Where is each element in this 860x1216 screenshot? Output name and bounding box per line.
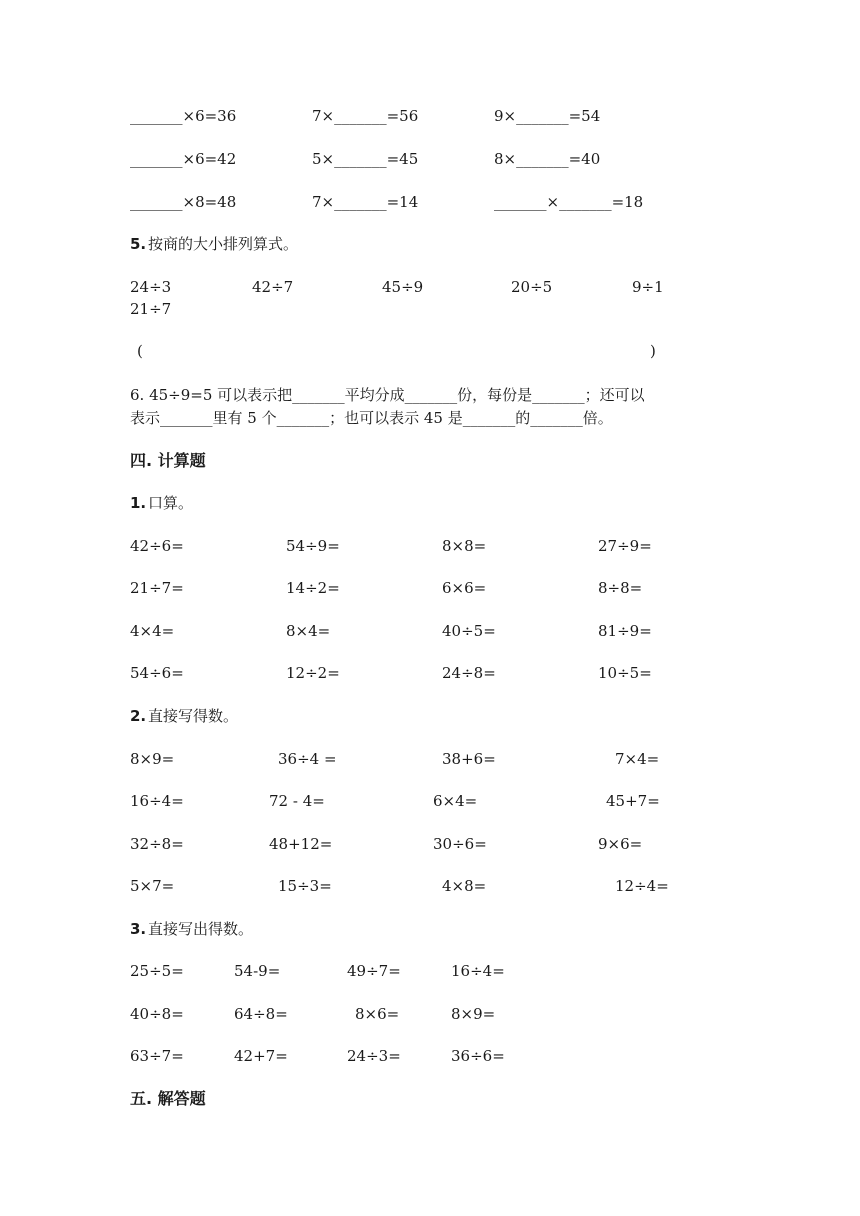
fill-item: 5×_______=45	[312, 150, 419, 168]
calc-item: 16÷4=	[130, 792, 184, 810]
problem-number: 3.	[130, 920, 147, 938]
calc-item: 54÷9=	[286, 537, 340, 555]
calc-item: 8×4=	[286, 622, 331, 640]
calc-item: 4×8=	[442, 877, 487, 895]
calc-item: 7×4=	[615, 750, 660, 768]
question-number: 5.	[130, 235, 147, 253]
question-line: 表示_______里有 5 个_______；也可以表示 45 是_______的_______倍。	[130, 409, 613, 427]
fill-item: _______×6=42	[130, 150, 237, 168]
calc-item: 72 - 4=	[269, 792, 325, 810]
calc-item: 36÷6=	[451, 1047, 505, 1065]
fill-item: _______×_______=18	[494, 193, 644, 211]
calc-item: 81÷9=	[598, 622, 652, 640]
calc-item: 6×4=	[433, 792, 478, 810]
calc-item: 36÷4 =	[278, 750, 337, 768]
calc-item: 49÷7=	[347, 962, 401, 980]
problem-number: 2.	[130, 707, 147, 725]
calc-item: 45+7=	[606, 792, 660, 810]
section-title: 四. 计算题	[130, 451, 206, 470]
problem-title: 直接写得数。	[148, 707, 239, 725]
calc-item: 64÷8=	[234, 1005, 288, 1023]
calc-item: 4×4=	[130, 622, 175, 640]
calc-item: 30÷6=	[433, 835, 487, 853]
fill-item: _______×8=48	[130, 193, 237, 211]
question-title: 按商的大小排列算式。	[148, 235, 299, 253]
problem-title: 直接写出得数。	[148, 920, 254, 938]
fill-item: _______×6=36	[130, 107, 237, 125]
calc-item: 12÷4=	[615, 877, 669, 895]
calc-item: 12÷2=	[286, 664, 340, 682]
calc-item: 48+12=	[269, 835, 333, 853]
calc-item: 6×6=	[442, 579, 487, 597]
question-line: 6. 45÷9=5 可以表示把_______平均分成_______份，每份是_______；还可以	[130, 386, 645, 404]
answer-paren-close: )	[650, 342, 656, 360]
fill-item: 7×_______=14	[312, 193, 419, 211]
answer-paren-open: (	[137, 342, 143, 360]
calc-item: 9×6=	[598, 835, 643, 853]
calc-item: 27÷9=	[598, 537, 652, 555]
calc-item: 38+6=	[442, 750, 496, 768]
calc-item: 21÷7=	[130, 579, 184, 597]
calc-item: 16÷4=	[451, 962, 505, 980]
expression: 21÷7	[130, 300, 172, 318]
problem-number: 1.	[130, 494, 147, 512]
calc-item: 5×7=	[130, 877, 175, 895]
calc-item: 8÷8=	[598, 579, 643, 597]
calc-item: 8×9=	[130, 750, 175, 768]
calc-item: 25÷5=	[130, 962, 184, 980]
expression: 20÷5	[511, 278, 553, 296]
calc-item: 8×8=	[442, 537, 487, 555]
calc-item: 8×9=	[451, 1005, 496, 1023]
expression: 42÷7	[252, 278, 294, 296]
expression: 9÷1	[632, 278, 664, 296]
calc-item: 8×6=	[355, 1005, 400, 1023]
calc-item: 63÷7=	[130, 1047, 184, 1065]
calc-item: 40÷8=	[130, 1005, 184, 1023]
fill-item: 8×_______=40	[494, 150, 601, 168]
calc-item: 40÷5=	[442, 622, 496, 640]
problem-title: 口算。	[148, 494, 194, 512]
calc-item: 54-9=	[234, 962, 281, 980]
calc-item: 10÷5=	[598, 664, 652, 682]
calc-item: 24÷3=	[347, 1047, 401, 1065]
expression: 24÷3	[130, 278, 172, 296]
calc-item: 24÷8=	[442, 664, 496, 682]
calc-item: 32÷8=	[130, 835, 184, 853]
fill-item: 7×_______=56	[312, 107, 419, 125]
calc-item: 42+7=	[234, 1047, 288, 1065]
calc-item: 42÷6=	[130, 537, 184, 555]
calc-item: 14÷2=	[286, 579, 340, 597]
calc-item: 54÷6=	[130, 664, 184, 682]
expression: 45÷9	[382, 278, 424, 296]
calc-item: 15÷3=	[278, 877, 332, 895]
section-title: 五. 解答题	[130, 1089, 206, 1108]
fill-item: 9×_______=54	[494, 107, 601, 125]
